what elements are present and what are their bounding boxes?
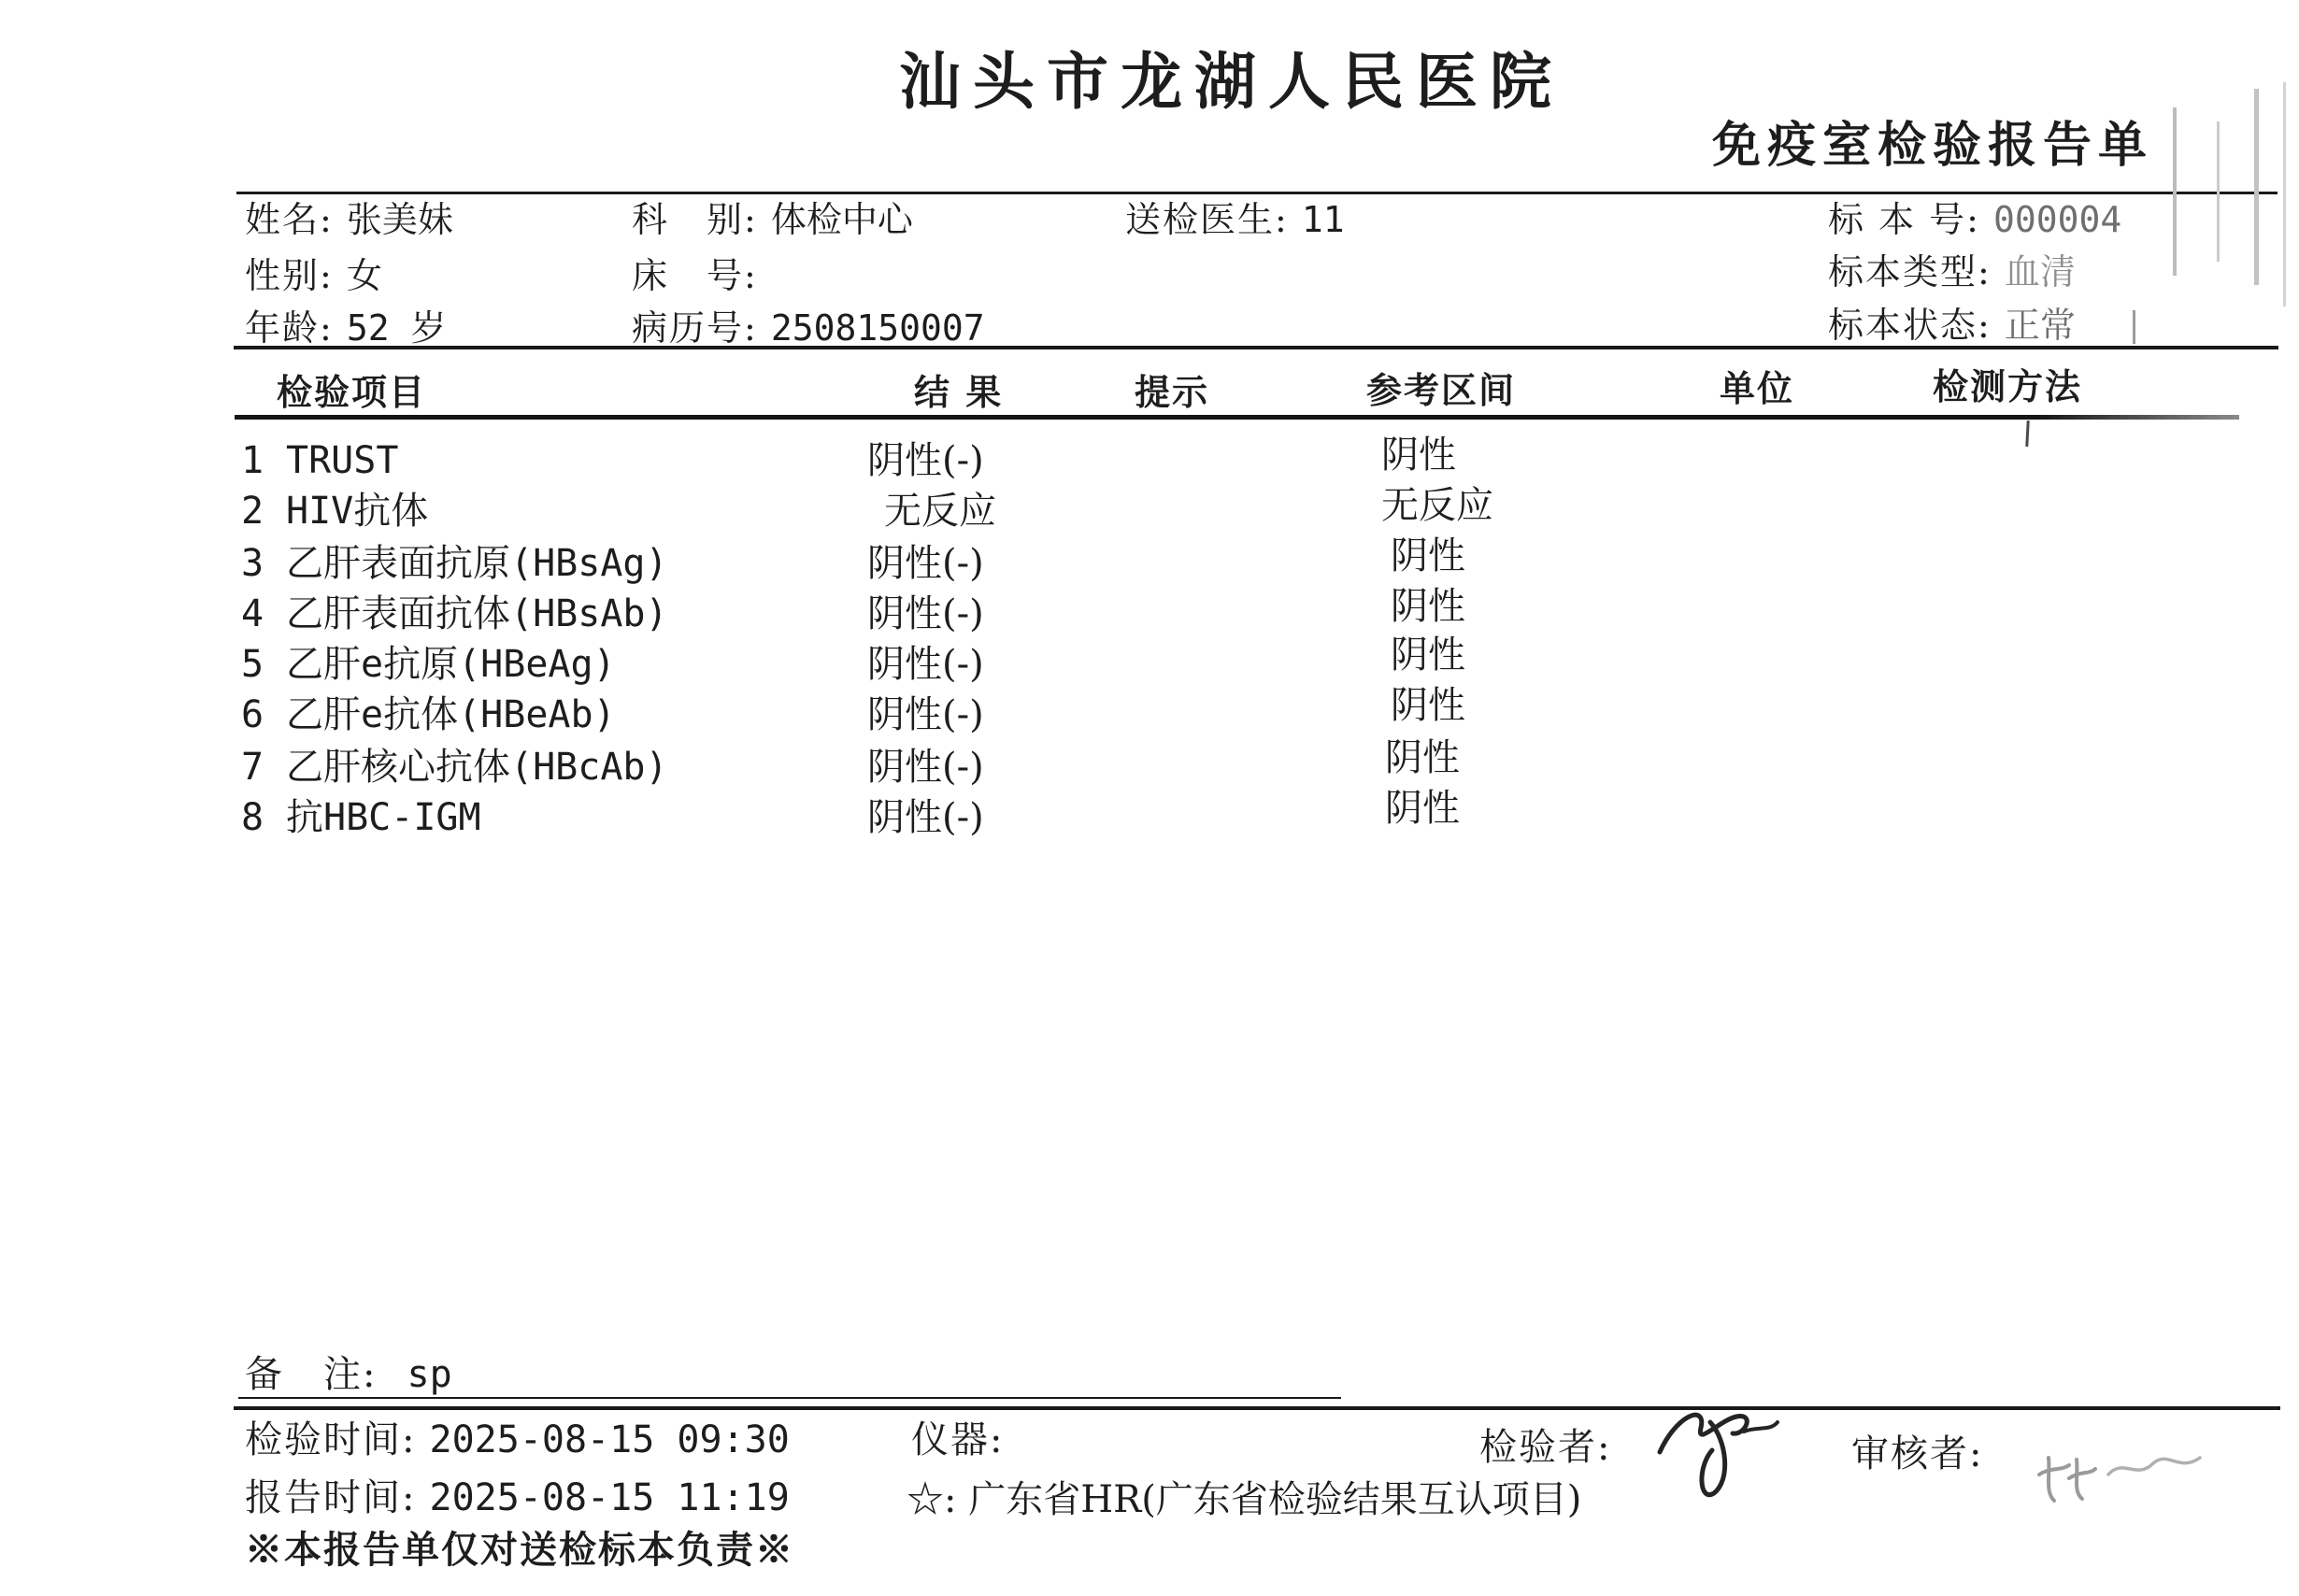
- result-value: 阴性(-): [867, 592, 984, 635]
- patient-sex-field: [245, 256, 382, 297]
- result-value: 阴性(-): [867, 746, 984, 789]
- instrument-field: [911, 1418, 1017, 1461]
- specimen-type-field: [1828, 252, 2076, 293]
- rule-remark: [238, 1397, 1341, 1399]
- patient-doctor-field: [1125, 200, 1345, 241]
- patient-age-field: [245, 308, 446, 349]
- report-title: 免疫室检验报告单: [1712, 117, 2154, 174]
- specimen-type-label: 标本类型:: [1828, 251, 1992, 292]
- patient-name-value: 张美妹: [346, 199, 453, 240]
- hospital-name: 汕头市龙湖人民医院: [899, 45, 1564, 118]
- item-name: 乙肝表面抗原(HBsAg): [286, 542, 668, 585]
- item-name: 乙肝e抗体(HBeAb): [286, 693, 616, 736]
- scan-artifact-streak: [2254, 89, 2259, 285]
- reference-value: 阴性: [1385, 736, 1460, 779]
- patient-age-label: 年龄:: [245, 307, 334, 349]
- instrument-label: 仪器:: [911, 1418, 1005, 1461]
- specimen-status-value: 正常: [2004, 305, 2076, 346]
- tester-signature: [1652, 1394, 1825, 1506]
- test-time-field: [245, 1418, 790, 1461]
- result-value: 无反应: [884, 490, 996, 533]
- patient-dept-value: 体检中心: [770, 199, 913, 240]
- patient-sex-label: 性别:: [245, 255, 334, 296]
- test-time-label: 检验时间:: [245, 1418, 417, 1461]
- patient-bed-field: [632, 256, 771, 297]
- report-time-value: 2025-08-15 11:19: [429, 1476, 790, 1519]
- reference-value: 阴性: [1381, 434, 1456, 477]
- reference-value: 阴性: [1391, 534, 1465, 577]
- tester-label: 检验者:: [1479, 1426, 1612, 1469]
- patient-bed-label: 床 号:: [632, 255, 758, 296]
- patient-doctor-label: 送检医生:: [1125, 199, 1289, 240]
- scan-artifact-streak: [2283, 82, 2286, 306]
- record-no-value: 2508150007: [770, 307, 985, 349]
- result-value: 阴性(-): [867, 643, 984, 686]
- row-no: 4: [241, 592, 264, 635]
- column-header-unit: 单位: [1720, 367, 1795, 409]
- patient-dept-field: [632, 200, 913, 241]
- remark-value: sp: [407, 1353, 452, 1396]
- result-value: 阴性(-): [867, 439, 984, 482]
- item-name: TRUST: [286, 439, 399, 482]
- row-no: 6: [241, 693, 264, 736]
- result-value: 阴性(-): [867, 542, 984, 585]
- row-no: 7: [241, 746, 264, 789]
- row-no: 8: [241, 796, 264, 839]
- column-header-result: 结 果: [914, 371, 1004, 413]
- item-name: 乙肝表面抗体(HBsAb): [286, 592, 668, 635]
- row-no: 2: [241, 490, 264, 533]
- reference-value: 阴性: [1385, 787, 1460, 830]
- row-no: 3: [241, 542, 264, 585]
- report-time-label: 报告时间:: [245, 1476, 417, 1519]
- result-value: 阴性(-): [867, 796, 984, 839]
- patient-doctor-value: 11: [1301, 199, 1345, 240]
- patient-name-field: [245, 200, 453, 241]
- reviewer-signature: [2035, 1437, 2222, 1517]
- scan-artifact-tick: [2025, 420, 2029, 447]
- test-time-value: 2025-08-15 09:30: [429, 1418, 790, 1461]
- reference-value: 无反应: [1381, 484, 1493, 527]
- remark-label: 备 注:: [245, 1353, 378, 1396]
- report-time-field: [245, 1476, 790, 1519]
- specimen-type-value: 血清: [2004, 251, 2076, 292]
- scan-artifact-mark: [2133, 310, 2135, 344]
- specimen-no-label: 标 本 号:: [1828, 199, 1980, 240]
- column-header-hint: 提示: [1135, 371, 1210, 413]
- item-name: 乙肝核心抗体(HBcAb): [286, 746, 668, 789]
- hr-mutual-recognition-note: ☆: 广东省HR(广东省检验结果互认项目): [907, 1478, 1582, 1521]
- specimen-no-value: 000004: [1992, 199, 2122, 240]
- patient-sex-value: 女: [346, 255, 382, 296]
- rule-top: [236, 192, 2278, 194]
- remark-field: [245, 1353, 452, 1396]
- patient-age-value: 52 岁: [346, 307, 447, 349]
- item-name: HIV抗体: [286, 490, 429, 533]
- patient-dept-label: 科 别:: [632, 199, 758, 240]
- specimen-status-label: 标本状态:: [1828, 305, 1992, 346]
- reference-value: 阴性: [1391, 634, 1465, 677]
- row-no: 1: [241, 439, 264, 482]
- record-no-field: [632, 308, 985, 349]
- disclaimer: ※本报告单仅对送检标本负责※: [245, 1528, 794, 1572]
- item-name: 抗HBC-IGM: [286, 796, 481, 839]
- column-header-item: 检验项目: [277, 371, 427, 413]
- rule-footer: [234, 1406, 2280, 1410]
- patient-name-label: 姓名:: [245, 199, 334, 240]
- reference-value: 阴性: [1391, 684, 1465, 727]
- column-header-method: 检测方法: [1933, 365, 2083, 407]
- result-value: 阴性(-): [867, 693, 984, 736]
- specimen-status-field: [1828, 306, 2076, 347]
- reference-value: 阴性: [1391, 585, 1465, 628]
- column-header-reference: 参考区间: [1366, 369, 1517, 411]
- rule-table-header: [235, 415, 2239, 420]
- item-name: 乙肝e抗原(HBeAg): [286, 643, 616, 686]
- record-no-label: 病历号:: [632, 307, 758, 349]
- reviewer-label: 审核者:: [1851, 1432, 1984, 1475]
- row-no: 5: [241, 643, 264, 686]
- specimen-no-field: [1828, 200, 2121, 241]
